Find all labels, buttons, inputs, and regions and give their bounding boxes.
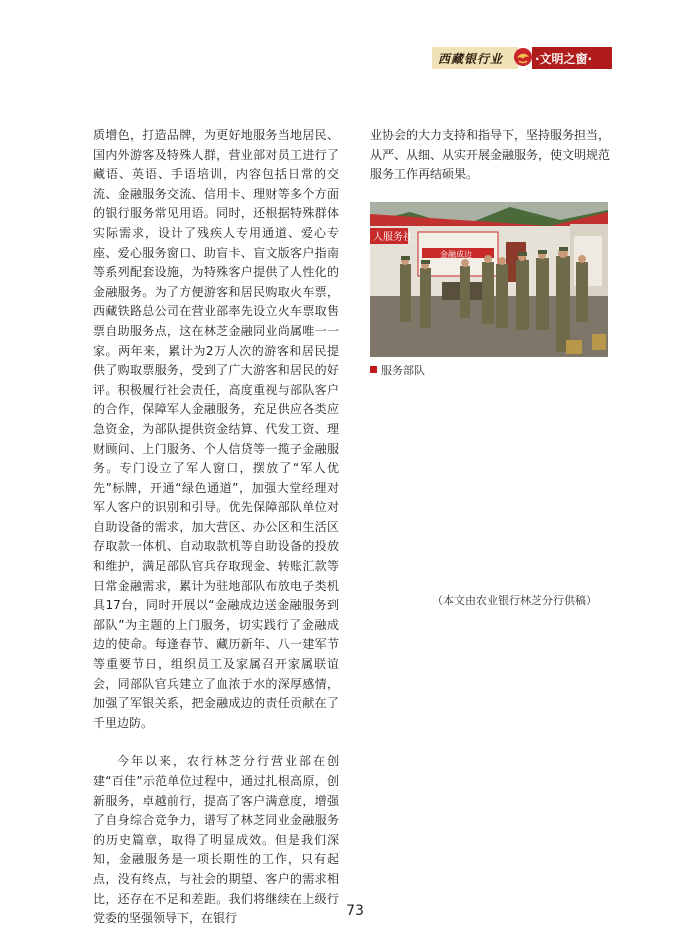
page-number: 73 [346, 903, 364, 919]
article-credit: （本文由农业银行林芝分行供稿） [432, 594, 597, 607]
article-left-column [93, 126, 339, 929]
caption-marker-icon [370, 366, 377, 373]
cloud-emblem-icon [512, 43, 534, 71]
photo-caption-text: 服务部队 [381, 364, 425, 377]
article-paragraph: 质增色，打造品牌，为更好地服务当地居民、国内外游客及特殊人群，营业部对员工进行了藏语、英语、手语培训，内容包括日常的交流、金融服务交流、信用卡、理财等多个方面的银行服务常见用语。同时，还根据特殊群体实际需求，设计了残疾人专用通道、爱心专座、爱心服务窗口、助盲卡、盲文版客户指南等系列配套设施，为特殊客户提供了人性化的金融服务。为了方便游客和居民购取火车票，西藏铁路总公司在营业部率先设立火车票取售票自助服务点，这在林芝金融同业尚属唯一一家。两年来，累计为2万人次的游客和居民提供了购取票服务，受到了广大游客和居民的好评。积极履行社会责任，高度重视与部队客户的合作，保障军人金融服务，充足供应各类应急资金，为部队提供资金结算、代发工资、理财顾问、上门服务、个人信贷等一揽子金融服务。专门设立了军人窗口，摆放了“军人优先”标牌，开通“绿色通道”，加强大堂经理对军人客户的识别和引导。优先保障部队单位对自助设备的需求，加大营区、办公区和生活区存取款一体机、自动取款机等自助设备的投放和维护，满足部队官兵存取现金、转账汇款等日常金融需求，累计为驻地部队布放电子类机具17台，同时开展以“金融成边送金融服务到部队”为主题的上门服务，切实践行了金融成边的使命。每逢春节、藏历新年、八一建军节等重要节日，组织员工及家属召开家属联谊会，同部队官兵建立了血浓于水的深厚感情，加强了军银关系，把金融成边的责任贡献在了千里边防。 [93, 128, 339, 730]
journal-name-badge [432, 47, 518, 69]
article-right-column [370, 126, 610, 185]
photo-caption [370, 362, 425, 378]
article-paragraph: 业协会的大力支持和指导下，坚持服务担当，从严、从细、从实开展金融服务，使文明规范服务工作再结硕果。 [370, 128, 611, 182]
article-paragraph: 今年以来，农行林芝分行营业部在创建“百佳”示范单位过程中，通过扎根高原，创新服务，卓越前行，提高了客户满意度，增强了自身综合竞争力，谱写了林芝同业金融服务的历史篇章，取得了明显成效。但是我们深知，金融服务是一项长期性的工作，只有起点，没有终点，与社会的期望、客户的需求相比，还存在不足和差距。我们将继续在上级行党委的坚强领导下，在银行 [93, 754, 339, 926]
section-name: ·文明之窗· [535, 52, 593, 66]
article-photo [370, 202, 608, 357]
photo-sign-text: 人服务社 [373, 232, 413, 243]
section-header [432, 47, 612, 69]
journal-name: 西藏银行业 [438, 52, 504, 66]
section-name-badge [532, 47, 612, 69]
photo-banner-text: 金融成边 [440, 250, 472, 259]
